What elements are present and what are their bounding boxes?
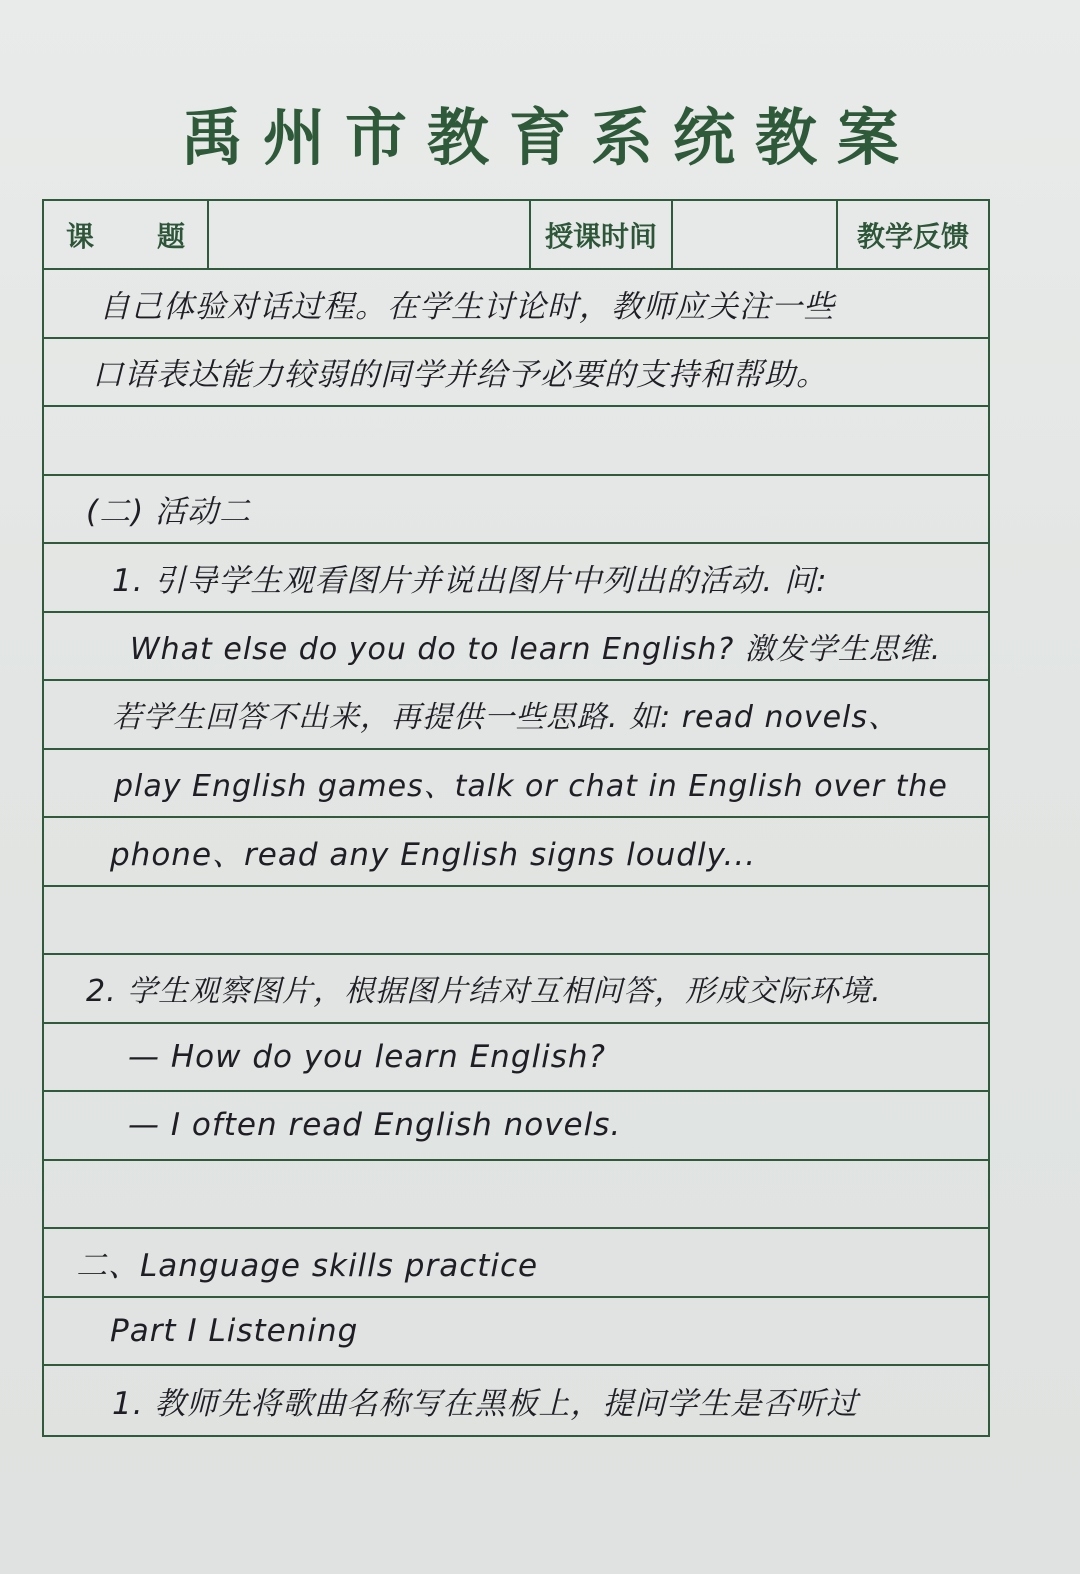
table-header-row [44,201,988,270]
feedback-label-cell: 教学反馈 [856,219,969,253]
topic-label-cell [44,201,209,268]
ruled-line [44,1161,988,1230]
ruled-line [44,476,988,545]
handwritten-line: 二、Language skills practice [76,1247,539,1284]
time-label-cell: 授课时间 [531,201,673,268]
handwritten-line: 若学生回答不出来，再提供一些思路. 如: read novels、 [112,700,900,736]
ruled-line [44,1024,988,1093]
handwritten-line: — I often read English novels. [128,1107,622,1144]
ruled-line [44,1366,988,1435]
handwritten-line: (二) 活动二 [86,494,252,531]
handwritten-line: 口语表达能力较弱的同学并给予必要的支持和帮助。 [92,357,828,394]
ruled-line [44,339,988,408]
ruled-line [44,1298,988,1367]
handwritten-line: 1. 引导学生观看图片并说出图片中列出的活动. 问: [112,562,828,599]
handwritten-line: — How do you learn English? [128,1038,606,1075]
topic-label-char-1: 课 [66,219,95,253]
time-value-cell [673,201,838,268]
handwritten-line: What else do you do to learn English? 激发学生思维. [130,631,942,667]
handwritten-line: Part I Listening [110,1312,359,1349]
ruled-line [44,270,988,339]
lesson-plan-table [42,199,990,1437]
ruled-line [44,1229,988,1298]
handwritten-line: 2. 学生观察图片，根据图片结对互相问答，形成交际环境. [86,974,882,1010]
ruled-line [44,818,988,887]
ruled-line [44,613,988,682]
ruled-line [44,887,988,956]
handwritten-line: phone、read any English signs loudly... [110,836,757,873]
ruled-line [44,1092,988,1161]
handwritten-line: play English games、talk or chat in English over the [114,768,948,804]
topic-value-cell [209,201,531,268]
handwritten-line: 1. 教师先将歌曲名称写在黑板上，提问学生是否听过 [112,1385,859,1422]
ruled-line [44,544,988,613]
ruled-line [44,955,988,1024]
ruled-line [44,681,988,750]
topic-label-char-2: 题 [156,219,185,253]
ruled-line [44,407,988,476]
page-title: 禹州市教育系统教案 [180,101,919,174]
ruled-line [44,750,988,819]
handwritten-line: 自己体验对话过程。在学生讨论时，教师应关注一些 [99,288,835,325]
